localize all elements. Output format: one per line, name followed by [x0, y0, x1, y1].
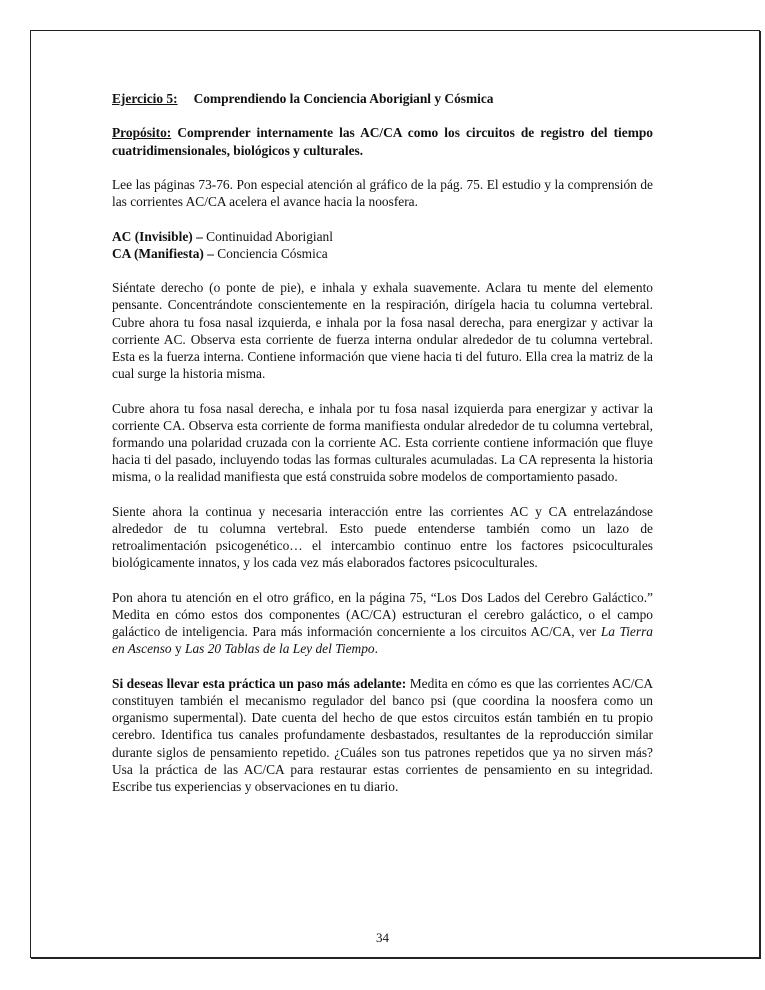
paragraph-galactic-brain [112, 589, 653, 658]
paragraph-text: . [374, 641, 378, 657]
advanced-lead: Si deseas llevar esta práctica un paso más adelante: [112, 675, 407, 691]
exercise-title: Comprendiendo la Conciencia Aborigianl y Cósmica [193, 91, 494, 106]
page-content [112, 90, 653, 812]
book-title: Las 20 Tablas de la Ley del Tiempo [185, 641, 375, 657]
definitions [112, 228, 653, 262]
paragraph-text: Pon ahora tu atención en el otro gráfico, en la página 75, “Los Dos Lados del Cerebro Galáctico.” Medita en cómo estos dos componentes (AC/CA) estructuran el cerebro galáctico, o el campo galáctico de inteligencia. Para más información concerniente a los circuitos AC/CA, ver [112, 589, 653, 640]
definition-desc: Continuidad Aborigianl [206, 228, 333, 244]
paragraph-text: Medita en cómo es que las corrientes AC/CA constituyen también el mecanismo regulador del banco psi (que coordina la noosfera como un organismo supermental). Date cuenta del hecho de que estos circuitos están también en tu propio cerebro. Identifica tus canales profundamente desbastados, resultantes de la reproducción similar durante siglos de pensamiento repetido. ¿Cuáles son tus patrones repetidos que ya no sirven más? Usa la práctica de las AC/CA para restaurar estas corrientes de pensamiento en su integridad. Escribe tus experiencias y observaciones en tu diario. [112, 675, 653, 794]
purpose-label: Propósito: [112, 125, 172, 141]
purpose-text: Comprender internamente las AC/CA como los circuitos de registro del tiempo cuatridimensionales, biológicos y culturales. [112, 125, 653, 158]
page-number: 34 [376, 930, 389, 945]
paragraph-text: y [171, 641, 186, 657]
definition-term: AC (Invisible) – [112, 228, 203, 244]
paragraph-advanced-practice [112, 675, 653, 795]
exercise-label: Ejercicio 5: [112, 91, 178, 106]
definition-term: CA (Manifiesta) – [112, 245, 214, 261]
definition-ac [112, 228, 653, 245]
book-title: La Tierra en Ascenso [112, 624, 653, 657]
purpose-line [112, 124, 653, 158]
intro-paragraph: Lee las páginas 73-76. Pon especial atención al gráfico de la pág. 75. El estudio y la comprensión de las corrientes AC/CA acelera el avance hacia la noosfera. [112, 176, 653, 210]
exercise-heading [112, 90, 653, 107]
definition-desc: Conciencia Cósmica [217, 245, 328, 261]
paragraph-ca-current: Cubre ahora tu fosa nasal derecha, e inhala por tu fosa nasal izquierda para energizar y activar la corriente CA. Observa esta corriente de forma manifiesta ondular alrededor de tu columna vertebral, formando una polaridad cruzada con la corriente AC. Esta corriente contiene información que fluye hacia ti del pasado, incluyendo todas las formas culturales acumuladas. La CA representa la historia misma, o la realidad manifiesta que está construida sobre modelos de comportamiento pasado. [112, 400, 653, 485]
paragraph-interaction: Siente ahora la continua y necesaria interacción entre las corrientes AC y CA entrelazándose alrededor de tu columna vertebral. Esto puede entenderse también como un lazo de retroalimentación psicogenético… el intercambio continuo entre los factores psicoculturales biológicamente innatos, y los cada vez más elaborados factores psicoculturales. [112, 503, 653, 571]
definition-ca [112, 245, 653, 262]
paragraph-ac-current: Siéntate derecho (o ponte de pie), e inhala y exhala suavemente. Aclara tu mente del elemento pensante. Concentrándote conscientemente en la respiración, dirígela hacia tu columna vertebral. Cubre ahora tu fosa nasal izquierda, e inhala por la fosa nasal derecha, para energizar y activar la corriente AC. Observa esta corriente de fuerza interna ondular alrededor de tu columna vertebral. Esta es la fuerza interna. Contiene información que viene hacia ti del futuro. Ella crea la matriz de la cual surge la historia misma. [112, 280, 653, 382]
